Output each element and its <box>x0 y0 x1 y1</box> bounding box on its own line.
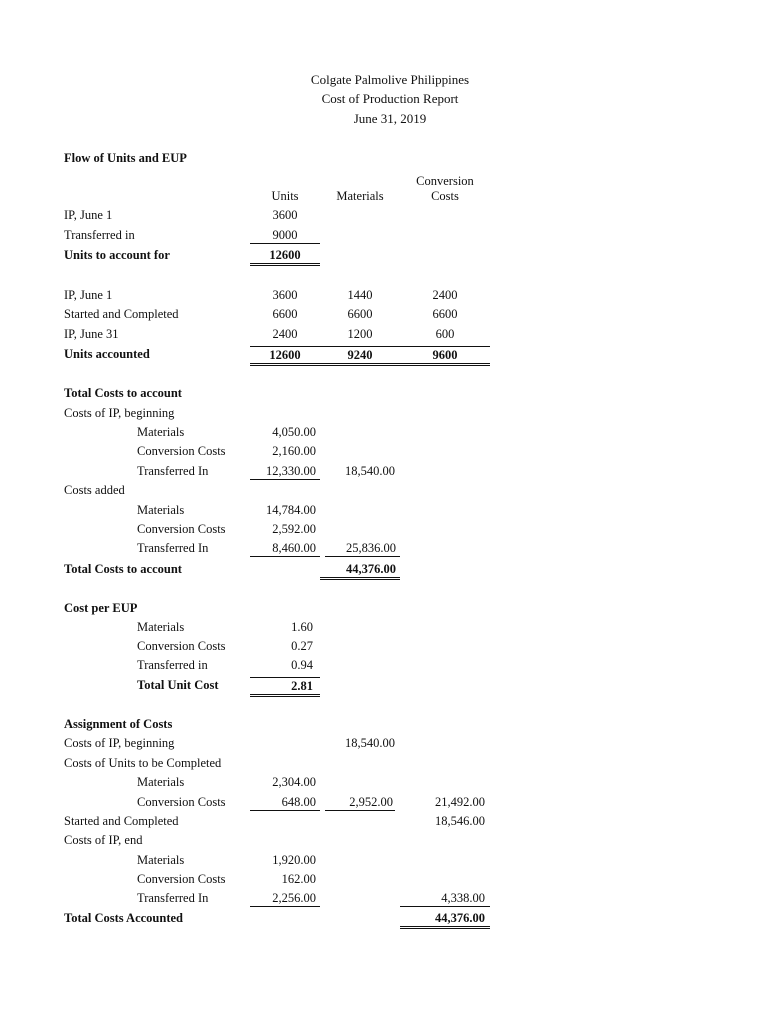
added-subtotal: 25,836.00 <box>325 540 400 557</box>
flow-row-label: Transferred in <box>64 228 135 242</box>
accounted-row-conversion: 6600 <box>432 307 458 321</box>
cost-item-label: Materials <box>137 425 185 439</box>
assign-ip-beginning-label: Costs of IP, beginning <box>64 736 175 750</box>
total-costs-accounted-label: Total Costs Accounted <box>64 911 183 925</box>
assign-item-label: Materials <box>137 775 185 789</box>
assign-item-amount: 2,304.00 <box>272 775 316 789</box>
cost-item-amount: 2,592.00 <box>272 522 316 536</box>
flow-row-label: IP, June 1 <box>64 208 113 222</box>
accounted-row-materials: 1440 <box>347 288 373 302</box>
units-to-account-label: Units to account for <box>64 248 170 262</box>
units-accounted-total-materials: 9240 <box>320 346 400 366</box>
col-header-conversion-1: Conversion <box>416 174 474 188</box>
col-header-units: Units <box>271 189 299 203</box>
costs-ip-beginning-label: Costs of IP, beginning <box>64 406 175 420</box>
flow-heading: Flow of Units and EUP <box>64 151 187 165</box>
report-title: Cost of Production Report <box>321 91 459 106</box>
eup-item-amount: 0.27 <box>291 639 313 653</box>
started-completed-amount: 18,546.00 <box>435 814 485 828</box>
cost-item-amount: 2,160.00 <box>272 444 316 458</box>
accounted-row-units: 2400 <box>272 327 298 341</box>
cost-per-eup-heading: Cost per EUP <box>64 601 138 615</box>
units-to-account-total: 12600 <box>250 247 320 266</box>
ending-total: 4,338.00 <box>400 890 490 907</box>
company-name: Colgate Palmolive Philippines <box>310 72 470 87</box>
assign-item-amount: 2,256.00 <box>250 890 320 907</box>
units-accounted-total-units: 12600 <box>250 346 320 366</box>
cost-item-amount: 4,050.00 <box>272 425 316 439</box>
eup-item-amount: 0.94 <box>291 658 313 672</box>
to-complete-total: 21,492.00 <box>435 795 485 809</box>
beginning-subtotal: 18,540.00 <box>345 464 395 478</box>
col-header-materials: Materials <box>336 189 384 203</box>
report-date: June 31, 2019 <box>353 111 427 126</box>
assign-item-label: Conversion Costs <box>137 795 226 809</box>
assign-item-amount: 648.00 <box>250 794 320 811</box>
eup-item-label: Conversion Costs <box>137 639 226 653</box>
costs-added-label: Costs added <box>64 483 125 497</box>
accounted-row-label: IP, June 1 <box>64 288 113 302</box>
assign-item-label: Materials <box>137 853 185 867</box>
costs-to-account-heading: Total Costs to account <box>64 386 182 400</box>
cost-item-amount: 14,784.00 <box>266 503 316 517</box>
started-completed-label: Started and Completed <box>64 814 179 828</box>
accounted-row-conversion: 2400 <box>432 288 458 302</box>
total-unit-cost-label: Total Unit Cost <box>137 678 219 692</box>
to-complete-subtotal: 2,952.00 <box>325 794 395 811</box>
flow-row-units: 9000 <box>250 227 320 244</box>
flow-row-units: 3600 <box>272 208 298 222</box>
cost-item-label: Conversion Costs <box>137 522 226 536</box>
col-header-conversion-2: Costs <box>431 189 459 203</box>
eup-item-amount: 1.60 <box>291 620 313 634</box>
accounted-row-materials: 1200 <box>347 327 373 341</box>
cost-item-label: Materials <box>137 503 185 517</box>
units-accounted-label: Units accounted <box>64 347 150 361</box>
assign-ip-beginning-amount: 18,540.00 <box>345 736 395 750</box>
cost-item-label: Transferred In <box>137 464 209 478</box>
total-costs-to-account-label: Total Costs to account <box>64 562 182 576</box>
assign-item-amount: 162.00 <box>281 872 316 886</box>
accounted-row-units: 3600 <box>272 288 298 302</box>
units-accounted-total-conversion: 9600 <box>400 346 490 366</box>
assignment-heading: Assignment of Costs <box>64 717 173 731</box>
costs-ip-end-label: Costs of IP, end <box>64 833 143 847</box>
total-costs-to-account-value: 44,376.00 <box>320 561 400 580</box>
accounted-row-conversion: 600 <box>435 327 455 341</box>
accounted-row-materials: 6600 <box>347 307 373 321</box>
eup-item-label: Transferred in <box>137 658 208 672</box>
eup-item-label: Materials <box>137 620 185 634</box>
assign-item-label: Conversion Costs <box>137 872 226 886</box>
assign-item-label: Transferred In <box>137 891 209 905</box>
accounted-row-label: Started and Completed <box>64 307 179 321</box>
cost-item-amount: 12,330.00 <box>250 463 320 480</box>
accounted-row-units: 6600 <box>272 307 298 321</box>
cost-item-amount: 8,460.00 <box>250 540 320 557</box>
cost-item-label: Conversion Costs <box>137 444 226 458</box>
units-to-be-completed-label: Costs of Units to be Completed <box>64 756 222 770</box>
total-unit-cost-value: 2.81 <box>250 677 320 697</box>
assign-item-amount: 1,920.00 <box>272 853 316 867</box>
cost-item-label: Transferred In <box>137 541 209 555</box>
total-costs-accounted-value: 44,376.00 <box>400 910 490 929</box>
accounted-row-label: IP, June 31 <box>64 327 119 341</box>
